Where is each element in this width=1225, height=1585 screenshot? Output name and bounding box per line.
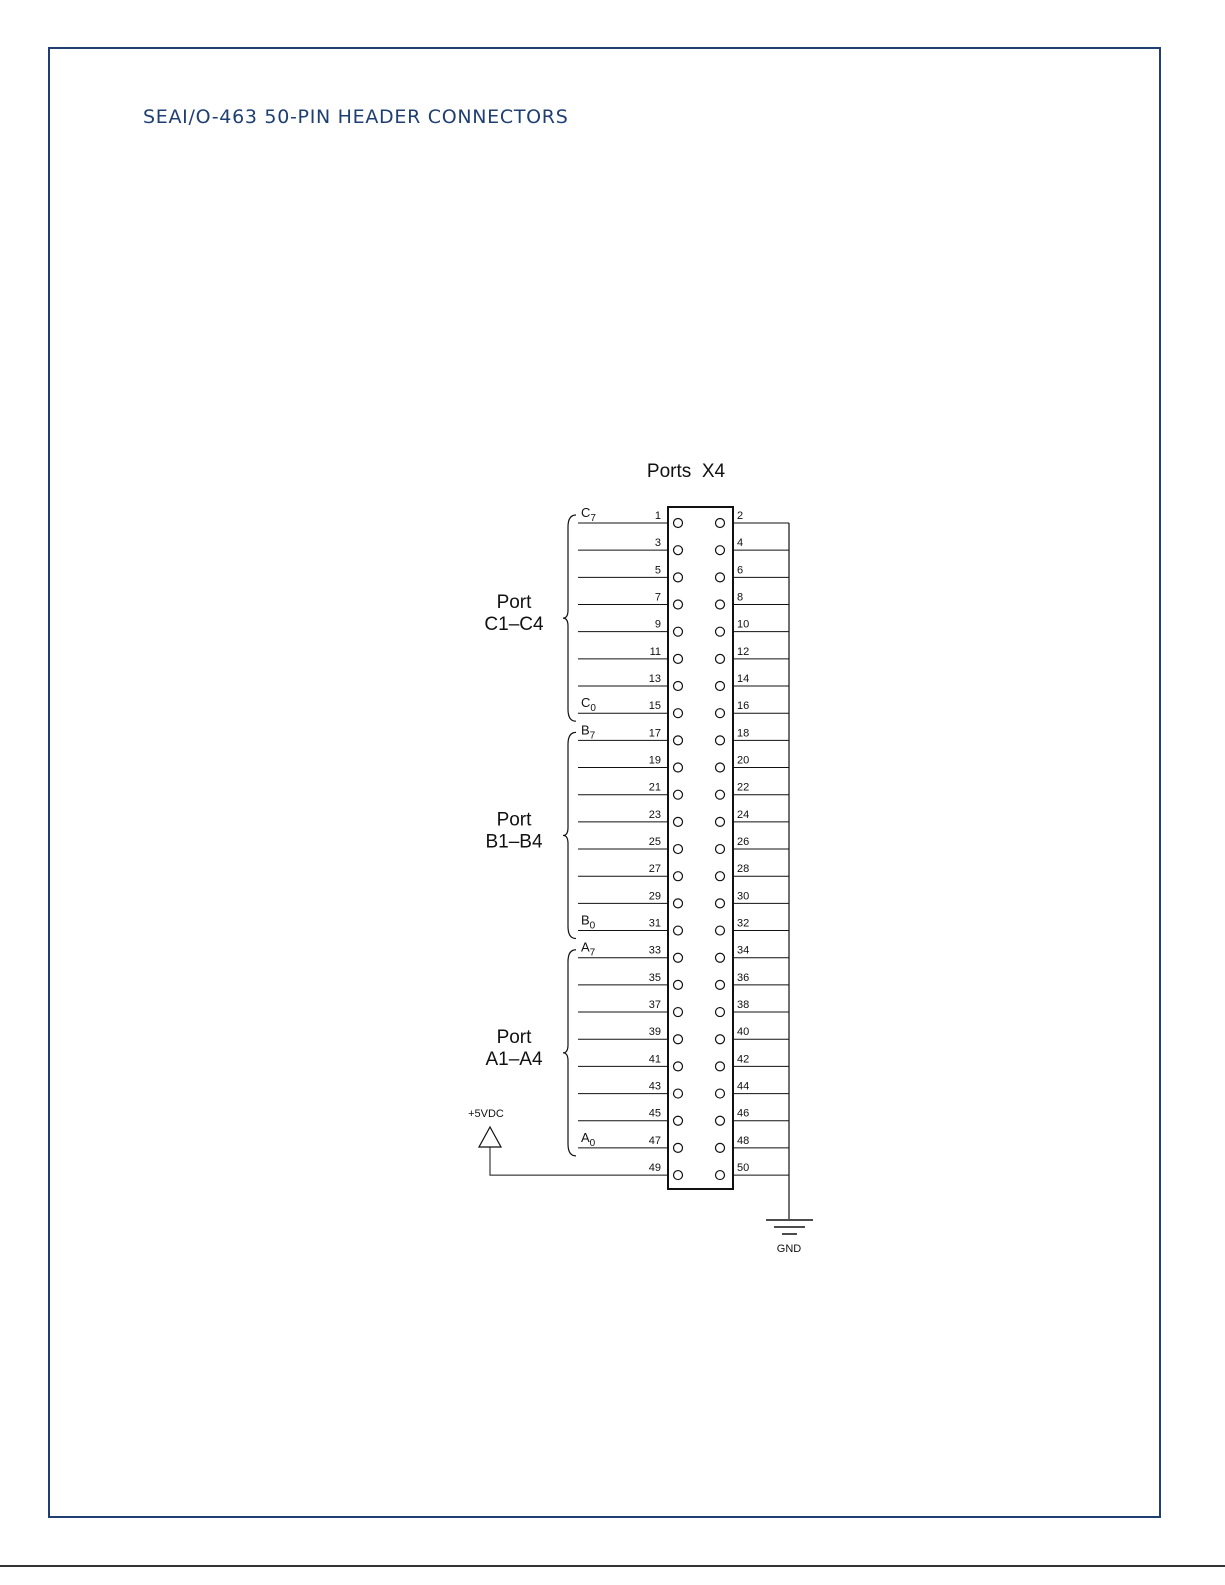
pin-number-1: 1 bbox=[654, 510, 661, 522]
port-c-range: C1–C4 bbox=[484, 614, 544, 636]
pin-number-18: 18 bbox=[737, 727, 750, 740]
pin-number-48: 48 bbox=[737, 1134, 750, 1147]
pin-number-34: 34 bbox=[737, 944, 750, 957]
pin-hole-1 bbox=[674, 519, 683, 528]
pin-number-35: 35 bbox=[648, 971, 661, 984]
pin-hole-3 bbox=[674, 546, 683, 555]
pin-number-11: 11 bbox=[649, 645, 661, 658]
pin-hole-44 bbox=[716, 1089, 725, 1098]
connector-title: Ports X4 bbox=[646, 461, 726, 482]
pin-hole-31 bbox=[674, 926, 683, 935]
pin-hole-37 bbox=[674, 1008, 683, 1017]
pin-hole-41 bbox=[674, 1062, 683, 1071]
port-a-low-bit-label: $A_0$ bbox=[581, 1129, 596, 1149]
pin-hole-38 bbox=[716, 1008, 725, 1017]
pin-hole-33 bbox=[674, 953, 683, 962]
pin-hole-17 bbox=[674, 736, 683, 745]
port-a-high-bit-label: $A_7$ bbox=[581, 939, 596, 959]
pin-hole-45 bbox=[674, 1116, 683, 1125]
page-title: SEAI/O-463 50-PIN HEADER CONNECTORS bbox=[143, 106, 569, 128]
pin-number-4: 4 bbox=[737, 537, 744, 550]
pin-hole-19 bbox=[674, 763, 683, 772]
pin-hole-42 bbox=[716, 1062, 725, 1071]
pin-number-6: 6 bbox=[737, 564, 744, 577]
pin-number-13: 13 bbox=[648, 673, 661, 686]
pin-number-31: 31 bbox=[648, 917, 661, 930]
port-c-name: Port bbox=[496, 592, 532, 614]
pin-hole-25 bbox=[674, 845, 683, 854]
port-c-low-bit-label: $C_0$ bbox=[581, 695, 596, 715]
port-b-high-bit-label: $B_7$ bbox=[581, 722, 596, 742]
pin-hole-20 bbox=[716, 763, 725, 772]
pin-hole-6 bbox=[716, 573, 725, 582]
pin-number-47: 47 bbox=[648, 1134, 661, 1147]
pin-number-37: 37 bbox=[648, 999, 661, 1012]
pin-hole-14 bbox=[716, 682, 725, 691]
pin-hole-39 bbox=[674, 1035, 683, 1044]
pin-number-22: 22 bbox=[737, 781, 750, 794]
pin-number-42: 42 bbox=[737, 1053, 750, 1066]
pin-hole-50 bbox=[716, 1171, 725, 1180]
pin-hole-30 bbox=[716, 899, 725, 908]
pin-hole-47 bbox=[674, 1143, 683, 1152]
pin-hole-32 bbox=[716, 926, 725, 935]
pin-number-9: 9 bbox=[654, 618, 661, 631]
pin-number-19: 19 bbox=[648, 754, 661, 767]
pin-number-33: 33 bbox=[648, 944, 661, 957]
pin-number-27: 27 bbox=[648, 863, 661, 876]
pin-number-15: 15 bbox=[648, 700, 661, 713]
pin-number-8: 8 bbox=[737, 591, 744, 604]
pin-hole-18 bbox=[716, 736, 725, 745]
pin-hole-11 bbox=[674, 654, 683, 663]
pin-number-10: 10 bbox=[737, 618, 750, 631]
pin-number-38: 38 bbox=[737, 999, 750, 1012]
power-line bbox=[490, 1147, 668, 1175]
pin-number-12: 12 bbox=[737, 645, 750, 658]
pin-number-3: 3 bbox=[654, 537, 661, 550]
pin-hole-12 bbox=[716, 654, 725, 663]
port-a-brace bbox=[563, 950, 576, 1156]
pin-number-21: 21 bbox=[648, 781, 661, 794]
pin-number-5: 5 bbox=[654, 564, 661, 577]
pin-number-23: 23 bbox=[648, 808, 661, 821]
pin-hole-28 bbox=[716, 872, 725, 881]
pin-hole-24 bbox=[716, 817, 725, 826]
power-arrow-icon bbox=[479, 1127, 501, 1147]
pin-hole-49 bbox=[674, 1171, 683, 1180]
pin-number-17: 17 bbox=[648, 727, 661, 740]
pin-number-14: 14 bbox=[737, 673, 750, 686]
pin-number-40: 40 bbox=[737, 1026, 750, 1039]
pin-hole-10 bbox=[716, 627, 725, 636]
pin-number-39: 39 bbox=[648, 1026, 661, 1039]
pin-hole-15 bbox=[674, 709, 683, 718]
pin-hole-22 bbox=[716, 790, 725, 799]
pin-hole-4 bbox=[716, 546, 725, 555]
port-a-name: Port bbox=[496, 1026, 532, 1048]
pin-hole-23 bbox=[674, 817, 683, 826]
power-label: +5VDC bbox=[468, 1108, 504, 1120]
pin-hole-9 bbox=[674, 627, 683, 636]
pin-number-7: 7 bbox=[654, 591, 661, 604]
port-a-range: A1–A4 bbox=[485, 1048, 543, 1070]
pin-number-45: 45 bbox=[648, 1107, 661, 1120]
pin-hole-13 bbox=[674, 682, 683, 691]
pin-number-20: 20 bbox=[737, 754, 750, 767]
pin-number-29: 29 bbox=[648, 890, 661, 903]
pin-hole-48 bbox=[716, 1143, 725, 1152]
pin-hole-5 bbox=[674, 573, 683, 582]
pin-hole-43 bbox=[674, 1089, 683, 1098]
pin-number-46: 46 bbox=[737, 1107, 750, 1120]
pin-hole-29 bbox=[674, 899, 683, 908]
pin-number-49: 49 bbox=[648, 1162, 661, 1175]
pin-number-36: 36 bbox=[737, 971, 750, 984]
pin-hole-7 bbox=[674, 600, 683, 609]
port-b-low-bit-label: $B_0$ bbox=[581, 912, 596, 932]
pin-number-16: 16 bbox=[737, 700, 750, 713]
pin-number-26: 26 bbox=[737, 836, 750, 849]
page-bottom-rule bbox=[0, 1565, 1225, 1567]
port-c-high-bit-label: $C_7$ bbox=[581, 505, 596, 524]
pin-number-50: 50 bbox=[737, 1162, 750, 1175]
ground-label: GND bbox=[776, 1243, 802, 1255]
pin-hole-35 bbox=[674, 980, 683, 989]
pin-number-30: 30 bbox=[737, 890, 750, 903]
pin-hole-26 bbox=[716, 845, 725, 854]
pin-hole-8 bbox=[716, 600, 725, 609]
port-c-brace bbox=[563, 515, 576, 721]
pin-number-28: 28 bbox=[737, 863, 750, 876]
pin-number-41: 41 bbox=[648, 1053, 661, 1066]
pin-hole-2 bbox=[716, 519, 725, 528]
pin-number-32: 32 bbox=[737, 917, 750, 930]
pin-number-25: 25 bbox=[648, 836, 661, 849]
port-b-brace bbox=[563, 732, 576, 938]
pin-number-43: 43 bbox=[648, 1080, 661, 1093]
port-b-range: B1–B4 bbox=[485, 831, 543, 853]
port-b-name: Port bbox=[496, 809, 532, 831]
pin-hole-36 bbox=[716, 980, 725, 989]
pin-number-2: 2 bbox=[737, 510, 744, 522]
pin-hole-34 bbox=[716, 953, 725, 962]
pin-hole-40 bbox=[716, 1035, 725, 1044]
pin-number-44: 44 bbox=[737, 1080, 750, 1093]
pin-hole-46 bbox=[716, 1116, 725, 1125]
pin-hole-16 bbox=[716, 709, 725, 718]
pin-hole-27 bbox=[674, 872, 683, 881]
pin-hole-21 bbox=[674, 790, 683, 799]
pin-number-24: 24 bbox=[737, 808, 750, 821]
